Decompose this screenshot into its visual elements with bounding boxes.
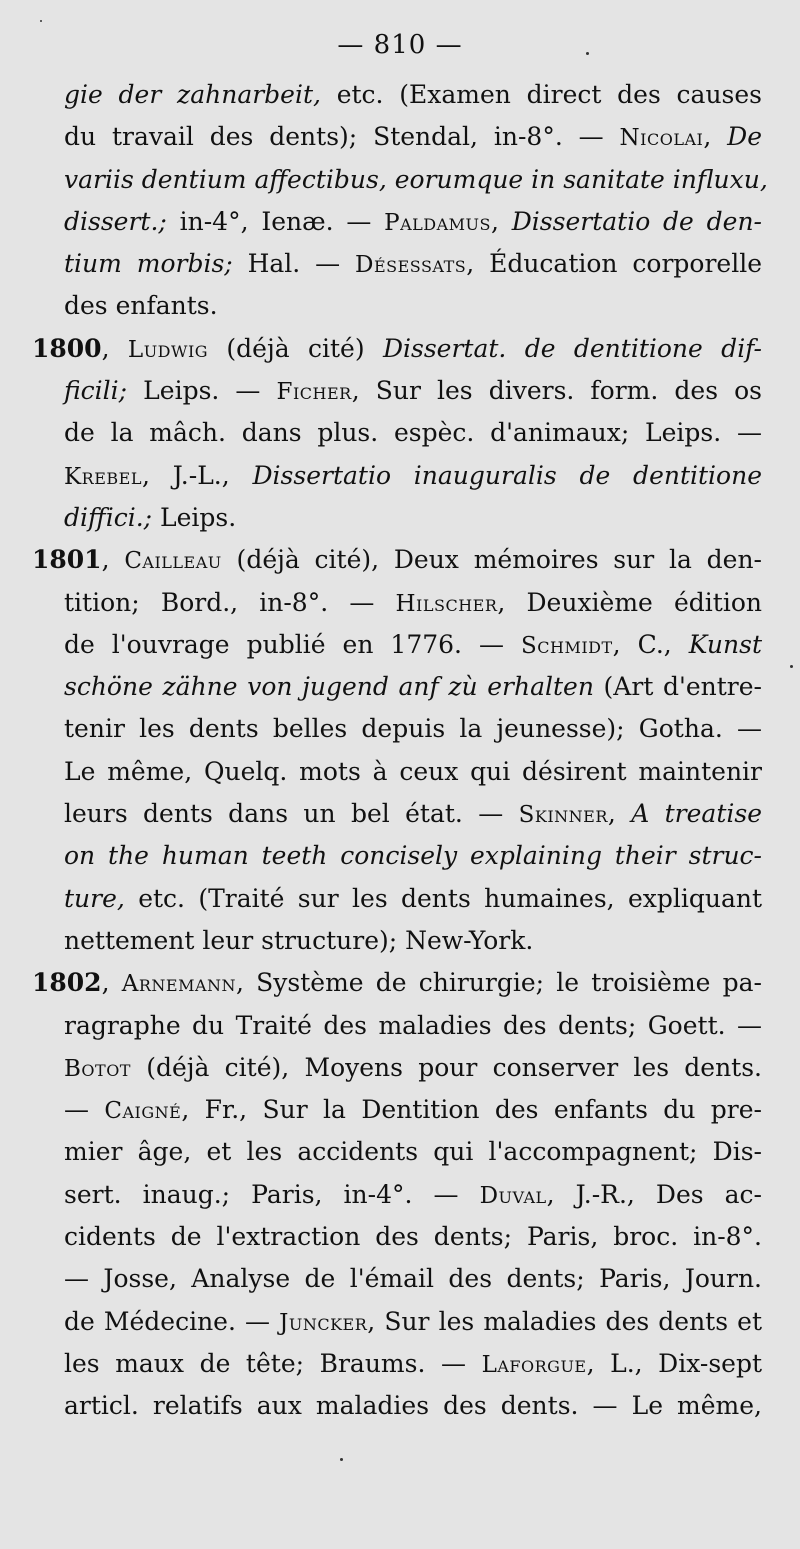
work-title: schöne zähne von jugend anf zù erhalten xyxy=(64,672,594,702)
author-name: Laforgue xyxy=(481,1351,587,1378)
ink-speck xyxy=(586,52,589,55)
text-line xyxy=(64,159,768,201)
author-name: Nicolai xyxy=(619,125,704,152)
work-title: De xyxy=(727,122,762,152)
text-run: (déjà cité), Moyens pour conserver les dents. xyxy=(130,1052,762,1082)
text-line xyxy=(64,751,762,793)
author-name: Arnemann xyxy=(121,971,237,998)
work-title: Dissertatio de den- xyxy=(511,206,762,236)
ink-speck xyxy=(40,20,42,22)
text-run: — xyxy=(64,1095,105,1125)
text-line xyxy=(64,370,762,412)
text-line xyxy=(64,624,762,666)
work-title: Kunst xyxy=(688,629,762,659)
text-line xyxy=(64,1258,762,1300)
text-run: etc. (Examen direct des causes xyxy=(320,80,763,109)
text-run: de la mâch. dans plus. espèc. d'animaux; Leips. — xyxy=(64,418,762,448)
text-line xyxy=(64,412,762,454)
work-title: on the human teeth concisely explaining their struc- xyxy=(64,841,762,871)
text-run: Leips. — xyxy=(127,376,277,406)
text-run: , Fr., Sur la Dentition des enfants du pre- xyxy=(181,1095,762,1125)
year-heading: 1800 xyxy=(32,333,102,363)
text-line xyxy=(64,201,762,243)
text-line xyxy=(64,793,762,835)
author-name: Duval xyxy=(479,1182,547,1209)
work-title: variis dentium affectibus, eorumque in sanitate influxu, xyxy=(64,164,768,194)
text-run: , xyxy=(101,545,125,575)
text-line xyxy=(64,878,762,920)
text-run: , J.-L., xyxy=(141,460,253,490)
text-run: , Deuxième édition xyxy=(497,587,762,617)
text-line xyxy=(64,243,762,285)
work-title: A treatise xyxy=(631,799,762,829)
text-run: , Sur les divers. form. des os xyxy=(351,376,762,406)
author-name: Cailleau xyxy=(124,548,222,575)
work-title: dissert.; xyxy=(64,206,167,236)
text-run: etc. (Traité sur les dents humaines, expliquant xyxy=(124,883,762,913)
text-run: Hal. — xyxy=(232,249,356,279)
text-run: articl. relatifs aux maladies des dents. — Le même, xyxy=(64,1391,762,1421)
text-line xyxy=(64,666,762,708)
text-run: les maux de tête; Braums. — xyxy=(64,1348,482,1378)
text-line xyxy=(32,328,762,370)
text-run: — Josse, Analyse de l'émail des dents; Paris, Journ. xyxy=(64,1264,762,1294)
text-line xyxy=(64,708,762,750)
author-name: Botot xyxy=(64,1055,131,1082)
text-run: des enfants. xyxy=(64,291,218,321)
text-run: , Sur les maladies des dents et xyxy=(367,1306,763,1336)
text-line xyxy=(64,1174,762,1216)
text-run: de Médecine. — xyxy=(64,1306,280,1336)
author-name: Skinner xyxy=(518,802,608,829)
text-line xyxy=(64,1301,762,1343)
body-text xyxy=(32,74,768,1428)
work-title: tium morbis; xyxy=(64,249,233,279)
text-run: sert. inaug.; Paris, in-4°. — xyxy=(64,1179,480,1209)
author-name: Krebel xyxy=(64,463,142,490)
work-title: ture, xyxy=(64,883,125,913)
ink-speck xyxy=(790,665,793,668)
text-run: du travail des dents); Stendal, in-8°. — xyxy=(64,122,620,152)
text-run: tition; Bord., in-8°. — xyxy=(64,587,396,617)
text-line xyxy=(64,1385,762,1427)
text-line xyxy=(64,285,762,327)
text-line xyxy=(64,1047,762,1089)
work-title: ficili; xyxy=(64,376,128,406)
text-run: ragraphe du Traité des maladies des dents; Goett. — xyxy=(64,1010,762,1040)
text-line xyxy=(64,1216,762,1258)
text-line xyxy=(64,116,762,158)
text-run: , xyxy=(101,333,128,363)
text-run: , Système de chirurgie; le troisième pa- xyxy=(236,968,762,998)
text-line xyxy=(32,539,762,581)
text-line xyxy=(64,1005,762,1047)
text-run: tenir les dents belles depuis la jeunesse); Gotha. — xyxy=(64,714,762,744)
author-name: Paldamus xyxy=(384,209,492,236)
work-title: Dissertatio inauguralis de dentitione xyxy=(252,460,762,490)
year-heading: 1801 xyxy=(32,545,102,575)
text-line xyxy=(64,920,762,962)
author-name: Hilscher xyxy=(395,590,498,617)
work-title: Dissertat. de dentitione dif- xyxy=(382,333,762,363)
text-line xyxy=(64,1089,762,1131)
author-name: Désessats xyxy=(355,252,467,279)
text-run: (déjà cité), Deux mémoires sur la den- xyxy=(221,545,762,575)
author-name: Juncker xyxy=(279,1309,368,1336)
text-line xyxy=(64,455,762,497)
text-run: , C., xyxy=(612,629,689,659)
text-line xyxy=(64,835,762,877)
text-run: (déjà cité) xyxy=(208,333,383,363)
work-title: gie der zahnarbeit, xyxy=(64,80,321,109)
text-run: , xyxy=(607,799,632,829)
text-run: cidents de l'extraction des dents; Paris, broc. in-8°. xyxy=(64,1222,762,1252)
text-run: , Éducation corporelle xyxy=(466,249,762,279)
text-run: (Art d'entre- xyxy=(593,672,762,702)
work-title: diffici.; xyxy=(64,502,153,532)
text-line xyxy=(64,1131,762,1173)
text-line xyxy=(64,74,762,116)
author-name: Schmidt xyxy=(521,632,613,659)
page-number: — 810 — xyxy=(337,30,463,60)
text-run: nettement leur structure); New-York. xyxy=(64,925,534,955)
text-run: , xyxy=(703,122,728,152)
text-run: , L., Dix-sept xyxy=(586,1348,763,1378)
text-run: mier âge, et les accidents qui l'accompagnent; Dis- xyxy=(64,1137,762,1167)
text-run: Leips. xyxy=(152,502,237,532)
author-name: Ficher xyxy=(276,379,352,406)
text-run: Le même, Quelq. mots à ceux qui désirent maintenir xyxy=(64,756,762,786)
text-line xyxy=(64,497,762,539)
text-run: , xyxy=(491,206,512,236)
text-run: , J.-R., Des ac- xyxy=(546,1179,762,1209)
author-name: Ludwig xyxy=(127,336,209,363)
text-run: de l'ouvrage publié en 1776. — xyxy=(64,629,522,659)
author-name: Caigné xyxy=(104,1098,182,1125)
text-line xyxy=(64,582,762,624)
ink-speck xyxy=(340,1458,343,1461)
text-line xyxy=(32,962,762,1004)
text-line xyxy=(64,1343,762,1385)
text-run: in-4°, Ienæ. — xyxy=(166,206,385,236)
text-run: , xyxy=(101,968,122,998)
year-heading: 1802 xyxy=(32,968,102,998)
text-run: leurs dents dans un bel état. — xyxy=(64,799,519,829)
